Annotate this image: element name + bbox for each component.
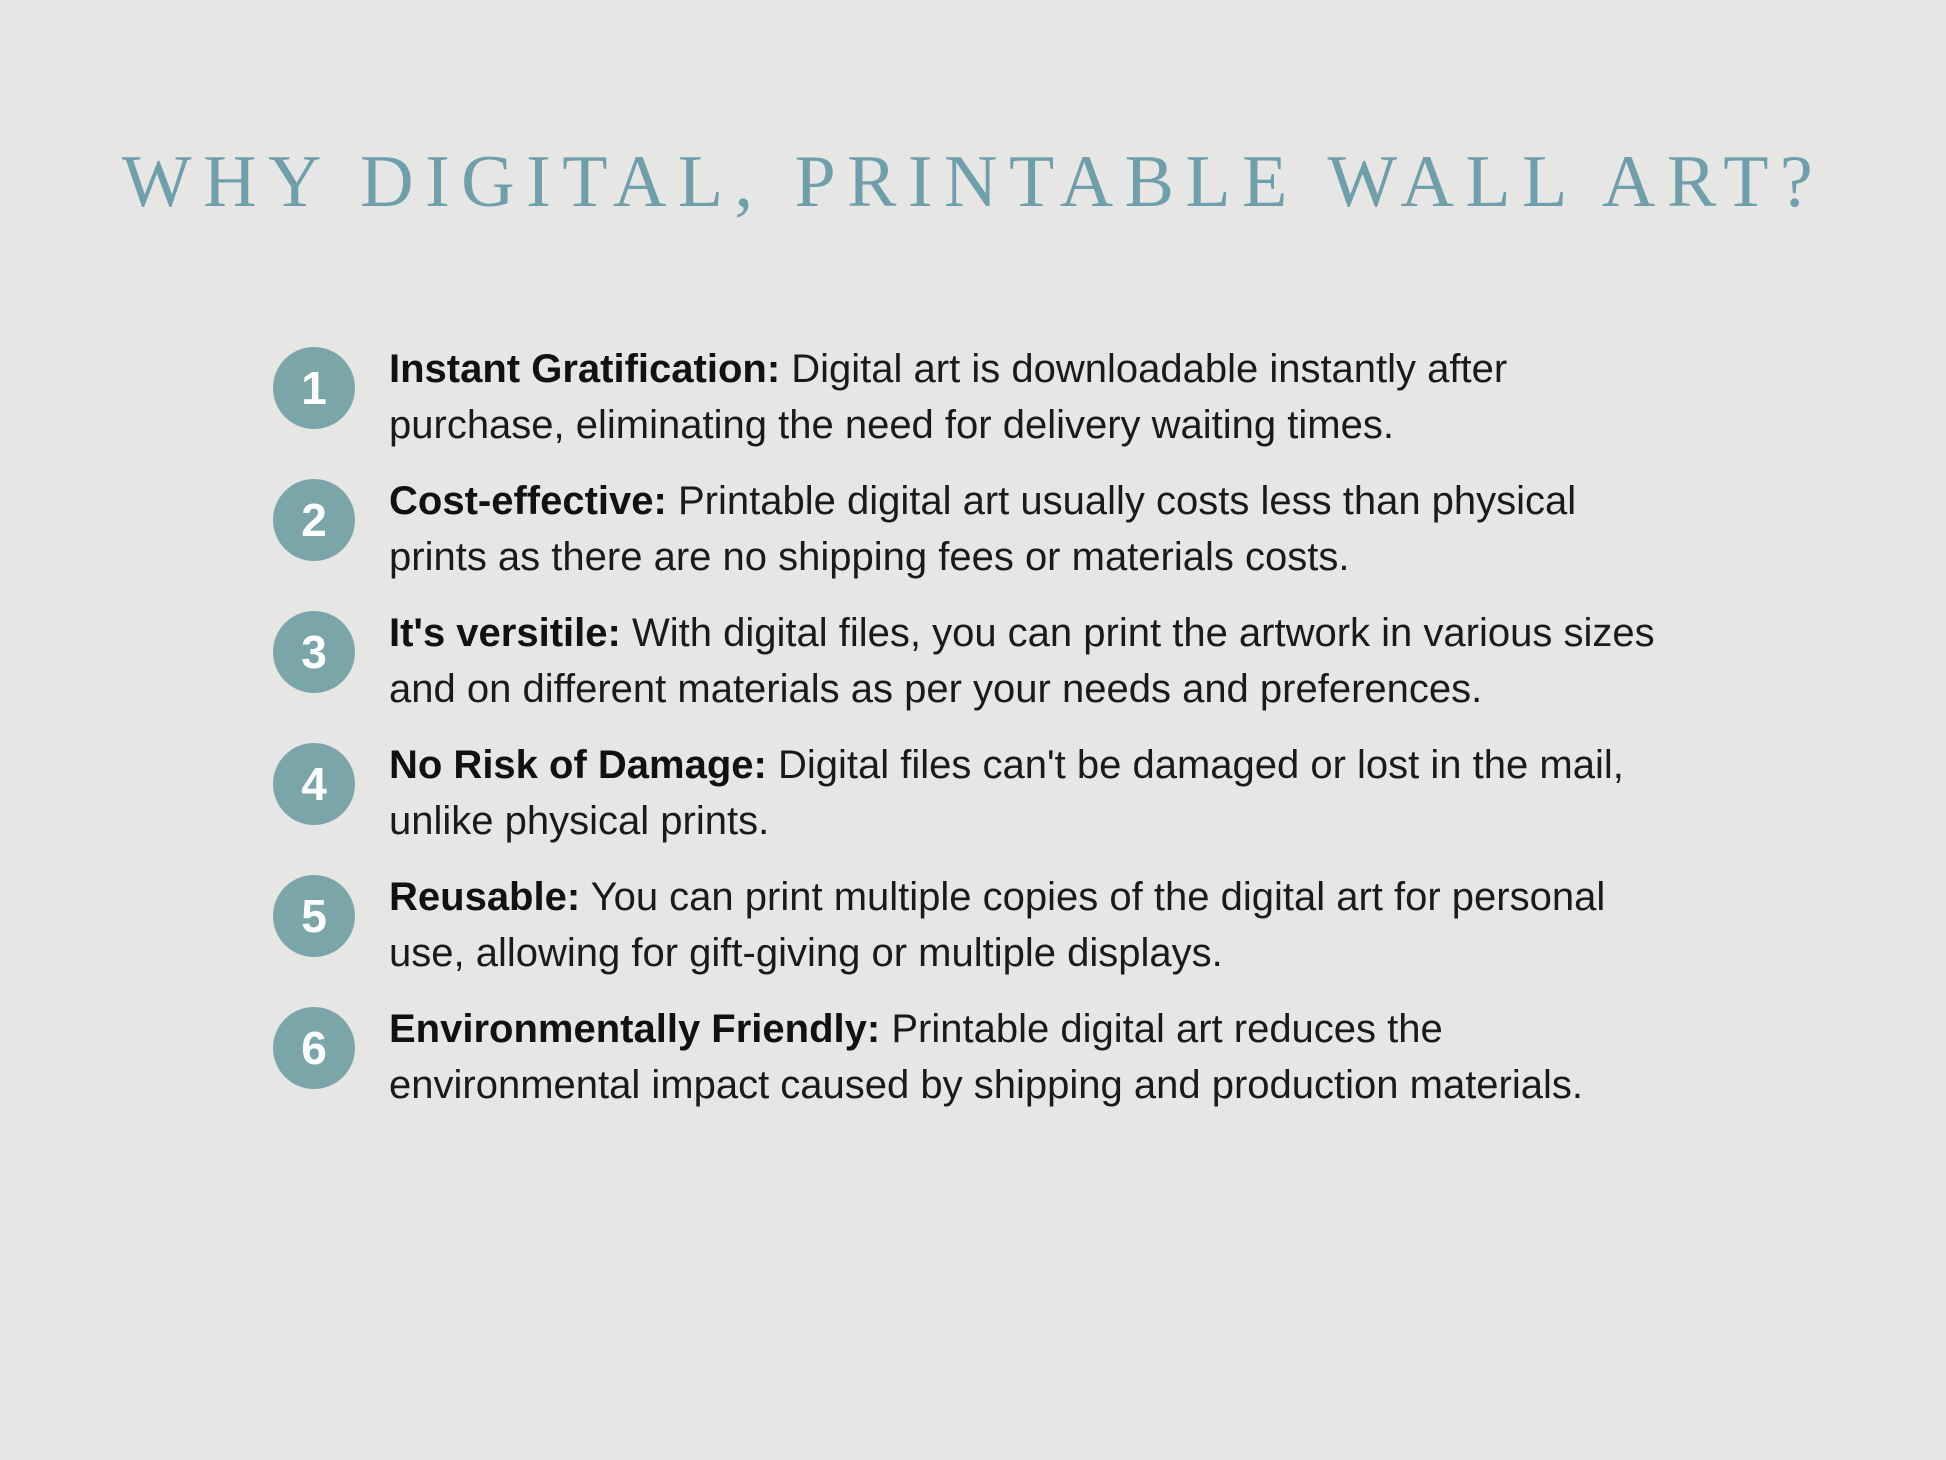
item-label: No Risk of Damage: [389,743,767,788]
item-body: Digital art is downloadable instantly after purchase, eliminating the need for delivery waiting times. [389,347,1508,448]
list-item [273,1001,1946,1113]
item-text [389,737,1669,849]
item-body: Digital files can't be damaged or lost in the mail, unlike physical prints. [389,743,1624,844]
list-item [273,341,1946,453]
item-number-badge: 3 [273,611,355,693]
item-number-badge: 6 [273,1007,355,1089]
item-number-badge: 4 [273,743,355,825]
item-label: Instant Gratification: [389,347,781,392]
item-label: It's versitile: [389,611,621,656]
item-body: With digital files, you can print the artwork in various sizes and on different materials as per your needs and preferences. [389,611,1655,712]
item-text [389,473,1669,585]
item-label: Cost-effective: [389,479,667,524]
item-text [389,1001,1669,1113]
item-body: Printable digital art usually costs less than physical prints as there are no shipping fees or materials costs. [389,479,1577,580]
item-text [389,605,1669,717]
item-text [389,869,1669,981]
item-label: Environmentally Friendly: [389,1007,881,1052]
list-item [273,869,1946,981]
page-title: WHY DIGITAL, PRINTABLE WALL ART? [121,141,1825,223]
benefits-list [0,341,1946,1113]
item-body: Printable digital art reduces the environmental impact caused by shipping and production materials. [389,1007,1584,1108]
item-body: You can print multiple copies of the digital art for personal use, allowing for gift-giving or multiple displays. [389,875,1606,976]
list-item [273,473,1946,585]
item-label: Reusable: [389,875,581,920]
list-item [273,605,1946,717]
item-number-badge: 1 [273,347,355,429]
item-text [389,341,1669,453]
item-number-badge: 2 [273,479,355,561]
item-number-badge: 5 [273,875,355,957]
list-item [273,737,1946,849]
